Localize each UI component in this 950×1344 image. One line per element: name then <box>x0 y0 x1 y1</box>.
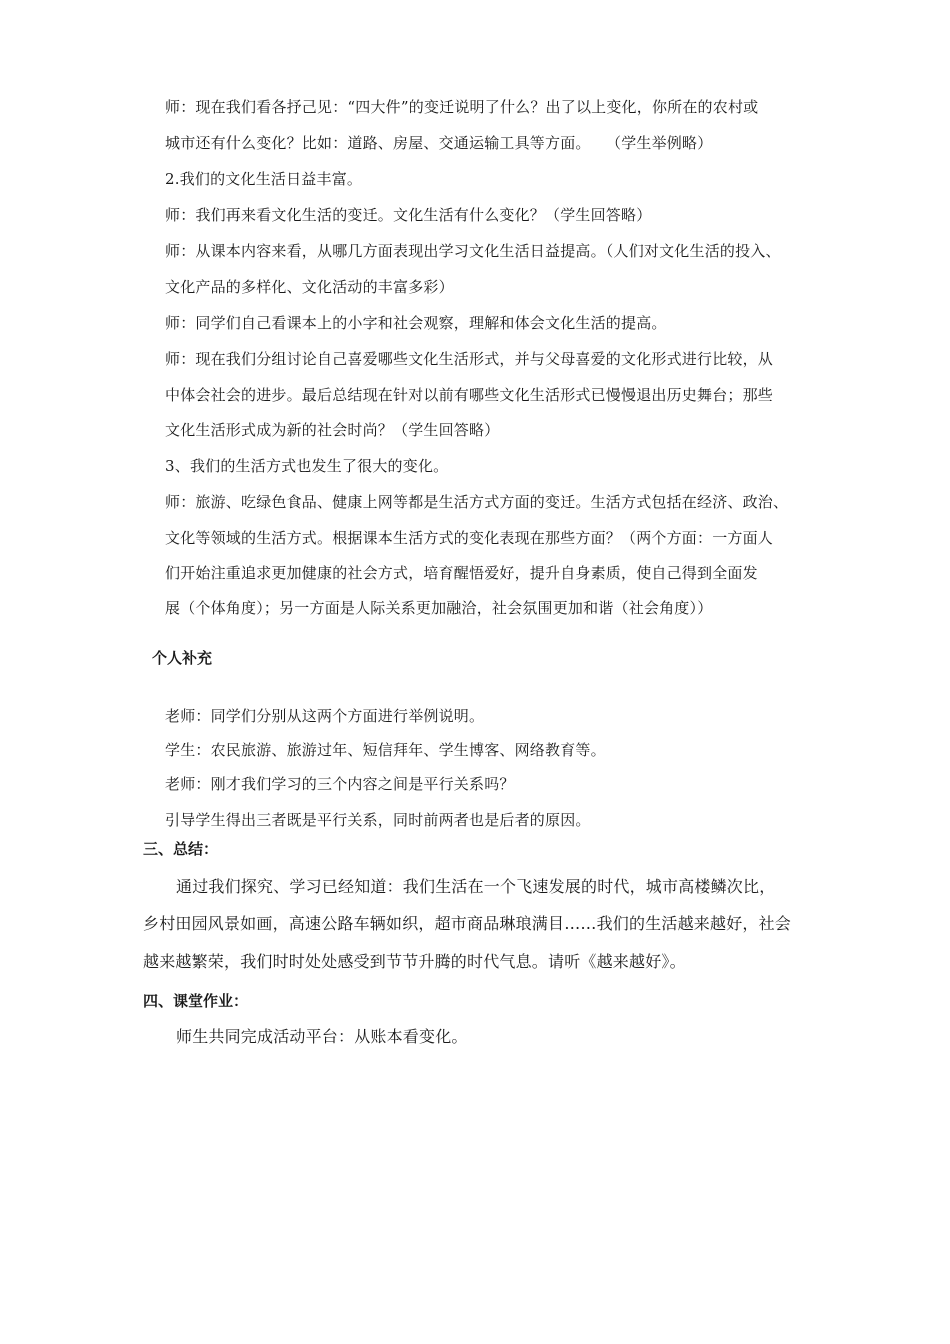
paragraph-line: 师：从课本内容来看，从哪几方面表现出学习文化生活日益提高。（人们对文化生活的投入、 <box>165 242 781 260</box>
paragraph-line: 文化生活形式成为新的社会时尚？（学生回答略） <box>165 421 500 439</box>
paragraph-line: 老师：刚才我们学习的三个内容之间是平行关系吗？ <box>165 775 515 793</box>
paragraph-line: 师：现在我们分组讨论自己喜爱哪些文化生活形式，并与父母喜爱的文化形式进行比较，从 <box>165 350 774 368</box>
paragraph-line: 学生：农民旅游、旅游过年、短信拜年、学生博客、网络教育等。 <box>165 741 606 759</box>
paragraph-line: 们开始注重追求更加健康的社会方式，培育醒悟爱好，提升自身素质，使自己得到全面发 <box>165 564 758 582</box>
personal-supplement-heading: 个人补充 <box>152 649 213 667</box>
paragraph-line: 师生共同完成活动平台：从账本看变化。 <box>176 1027 468 1046</box>
paragraph-line: 3、我们的生活方式也发生了很大的变化。 <box>165 457 449 475</box>
paragraph-line: 师：同学们自己看课本上的小字和社会观察，理解和体会文化生活的提高。 <box>165 314 667 332</box>
paragraph-line: 引导学生得出三者既是平行关系，同时前两者也是后者的原因。 <box>165 811 591 829</box>
paragraph-line: 2.我们的文化生活日益丰富。 <box>165 170 363 188</box>
paragraph-line: 师：我们再来看文化生活的变迁。文化生活有什么变化？（学生回答略） <box>165 206 652 224</box>
paragraph-line: 通过我们探究、学习已经知道：我们生活在一个飞速发展的时代，城市高楼鳞次比， <box>176 877 776 896</box>
paragraph-line: 乡村田园风景如画，高速公路车辆如织，超市商品琳琅满目……我们的生活越来越好，社会 <box>143 914 792 933</box>
paragraph-line: 文化等领域的生活方式。根据课本生活方式的变化表现在那些方面？（两个方面：一方面人 <box>165 529 774 547</box>
paragraph-line: 中体会社会的进步。最后总结现在针对以前有哪些文化生活形式已慢慢退出历史舞台；那些 <box>165 386 774 404</box>
paragraph-line: 师：旅游、吃绿色食品、健康上网等都是生活方式方面的变迁。生活方式包括在经济、政治、 <box>165 493 789 511</box>
paragraph-line: 展（个体角度）；另一方面是人际关系更加融洽，社会氛围更加和谐（社会角度）） <box>165 599 713 617</box>
paragraph-line: 文化产品的多样化、文化活动的丰富多彩） <box>165 278 454 296</box>
paragraph-line: 城市还有什么变化？比如：道路、房屋、交通运输工具等方面。 （学生举例略） <box>165 134 713 152</box>
paragraph-line: 师：现在我们看各抒己见：“四大件”的变迁说明了什么？出了以上变化，你所在的农村或 <box>165 98 759 116</box>
homework-heading: 四、课堂作业： <box>143 992 249 1010</box>
summary-heading: 三、总结： <box>143 840 219 858</box>
paragraph-line: 老师：同学们分别从这两个方面进行举例说明。 <box>165 707 485 725</box>
paragraph-line: 越来越繁荣，我们时时处处感受到节节升腾的时代气息。请听《越来越好》。 <box>143 952 686 971</box>
